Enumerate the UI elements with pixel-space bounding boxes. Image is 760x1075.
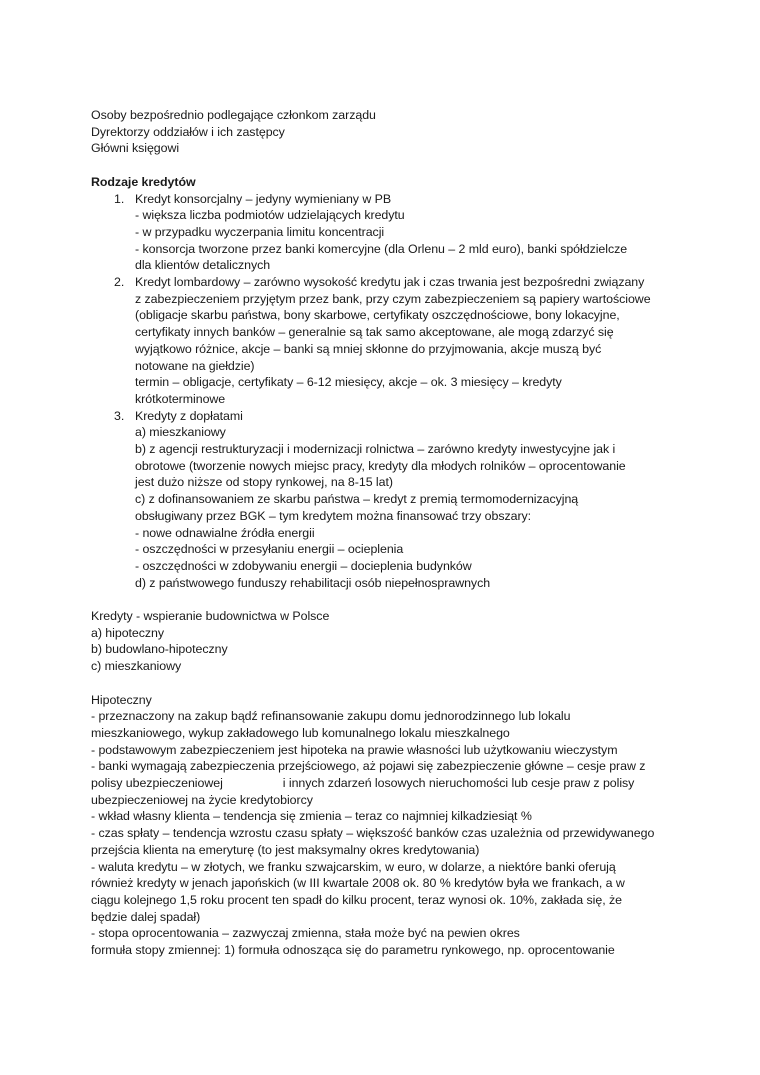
list-line: - większa liczba podmiotów udzielających kredytu (135, 208, 405, 223)
budownictwo-line: c) mieszkaniowy (91, 659, 182, 674)
list-number: 1. (114, 191, 125, 206)
list-item (91, 274, 731, 408)
list-line: - nowe odnawialne źródła energii (135, 525, 315, 540)
spacer (91, 591, 731, 608)
list-item (91, 408, 731, 592)
list-number: 3. (114, 408, 125, 423)
list-number: 2. (114, 275, 125, 290)
hipoteczny-line: - banki wymagają zabezpieczenia przejściowego, aż pojawi się zabezpieczenie główne – cesje praw z (91, 759, 646, 774)
hipoteczny-line: mieszkaniowego, wykup zakładowego lub komunalnego lokalu mieszkalnego (91, 725, 510, 740)
spacer (91, 675, 731, 692)
list-line: krótkoterminowe (135, 391, 226, 406)
list-line: notowane na giełdzie) (135, 358, 255, 373)
budownictwo-line: b) budowlano-hipoteczny (91, 642, 228, 657)
list-line: a) mieszkaniowy (135, 425, 226, 440)
hipoteczny-line: przejścia klienta na emeryturę (to jest maksymalny okres kredytowania) (91, 842, 480, 857)
list-line: certyfikaty innych banków – generalnie są tak samo akceptowane, ale mogą zdarzyć się (135, 325, 614, 340)
intro-line: Główni księgowi (91, 141, 180, 156)
intro-block (91, 107, 731, 157)
hipoteczny-line: formuła stopy zmiennej: 1) formuła odnosząca się do parametru rynkowego, np. oprocentowanie (91, 943, 615, 958)
hipoteczny-heading: Hipoteczny (91, 692, 152, 707)
hipoteczny-line: będzie dalej spadał) (91, 909, 201, 924)
list-line: obrotowe (tworzenie nowych miejsc pracy, kredyty dla młodych rolników – oprocentowanie (135, 458, 626, 473)
list-line: - w przypadku wyczerpania limitu koncentracji (135, 224, 385, 239)
hipoteczny-block (91, 692, 731, 959)
list-line: - oszczędności w przesyłaniu energii – ocieplenia (135, 542, 404, 557)
list-line: dla klientów detalicznych (135, 258, 271, 273)
hipoteczny-line-part: i innych zdarzeń losowych nieruchomości lub cesje praw z polisy (282, 776, 635, 791)
credit-types-list (91, 191, 731, 592)
list-line: c) z dofinansowaniem ze skarbu państwa – kredyt z premią termomodernizacyjną (135, 492, 579, 507)
list-line: (obligacje skarbu państwa, bony skarbowe, certyfikaty oszczędnościowe, bony lokacyjne, (135, 308, 620, 323)
list-line: z zabezpieczeniem przyjętym przez bank, przy czym zabezpieczeniem są papiery wartościowe (135, 291, 651, 306)
hipoteczny-line (91, 775, 731, 792)
list-line: Kredyt lombardowy – zarówno wysokość kredytu jak i czas trwania jest bezpośredni związany (135, 275, 645, 290)
list-line: - oszczędności w zdobywaniu energii – docieplenia budynków (135, 558, 472, 573)
budownictwo-block (91, 608, 731, 675)
hipoteczny-line-part: polisy ubezpieczeniowej (91, 776, 223, 791)
list-item (91, 191, 731, 275)
hipoteczny-line: - waluta kredytu – w złotych, we franku szwajcarskim, w euro, w dolarze, a niektóre banki oferują (91, 859, 616, 874)
hipoteczny-line: - podstawowym zabezpieczeniem jest hipoteka na prawie własności lub użytkowaniu wieczystym (91, 742, 618, 757)
hipoteczny-line: ubezpieczeniowej na życie kredytobiorcy (91, 792, 313, 807)
budownictwo-line: a) hipoteczny (91, 625, 165, 640)
document-page (91, 107, 731, 959)
list-line: b) z agencji restrukturyzacji i modernizacji rolnictwa – zarówno kredyty inwestycyjne jak i (135, 442, 616, 457)
intro-line: Osoby bezpośrednio podlegające członkom zarządu (91, 108, 376, 122)
budownictwo-line: Kredyty - wspieranie budownictwa w Polsce (91, 609, 330, 624)
list-line: Kredyty z dopłatami (135, 408, 243, 423)
intro-line: Dyrektorzy oddziałów i ich zastępcy (91, 124, 285, 139)
list-line: d) z państwowego funduszy rehabilitacji osób niepełnosprawnych (135, 575, 491, 590)
list-line: wyjątkowo różnice, akcje – banki są mniej skłonne do przyjmowania, akcje muszą być (135, 341, 602, 356)
hipoteczny-line: ciągu kolejnego 1,5 roku procent ten spadł do kilku procent, teraz wynosi ok. 10%, zakłada się, że (91, 893, 622, 907)
hipoteczny-line: - wkład własny klienta – tendencja się zmienia – teraz co najmniej kilkadziesiąt % (91, 809, 532, 824)
list-line: Kredyt konsorcjalny – jedyny wymieniany w PB (135, 191, 392, 206)
hipoteczny-line: również kredyty w jenach japońskich (w III kwartale 2008 ok. 80 % kredytów była we frankach, a w (91, 876, 625, 891)
hipoteczny-line: - czas spłaty – tendencja wzrostu czasu spłaty – większość banków czas uzależnia od przewidywanego (91, 826, 655, 841)
list-line: obsługiwany przez BGK – tym kredytem można finansować trzy obszary: (135, 508, 532, 523)
section-heading-rodzaje: Rodzaje kredytów (91, 174, 196, 189)
list-line: - konsorcja tworzone przez banki komercyjne (dla Orlenu – 2 mld euro), banki spółdzielcze (135, 241, 628, 256)
list-line: jest dużo niższe od stopy rynkowej, na 8-15 lat) (135, 475, 393, 490)
hipoteczny-line: - stopa oprocentowania – zazwyczaj zmienna, stała może być na pewien okres (91, 926, 520, 941)
spacer (91, 157, 731, 174)
hipoteczny-line: - przeznaczony na zakup bądź refinansowanie zakupu domu jednorodzinnego lub lokalu (91, 709, 571, 724)
list-line: termin – obligacje, certyfikaty – 6-12 miesięcy, akcje – ok. 3 miesięcy – kredyty (135, 375, 562, 390)
